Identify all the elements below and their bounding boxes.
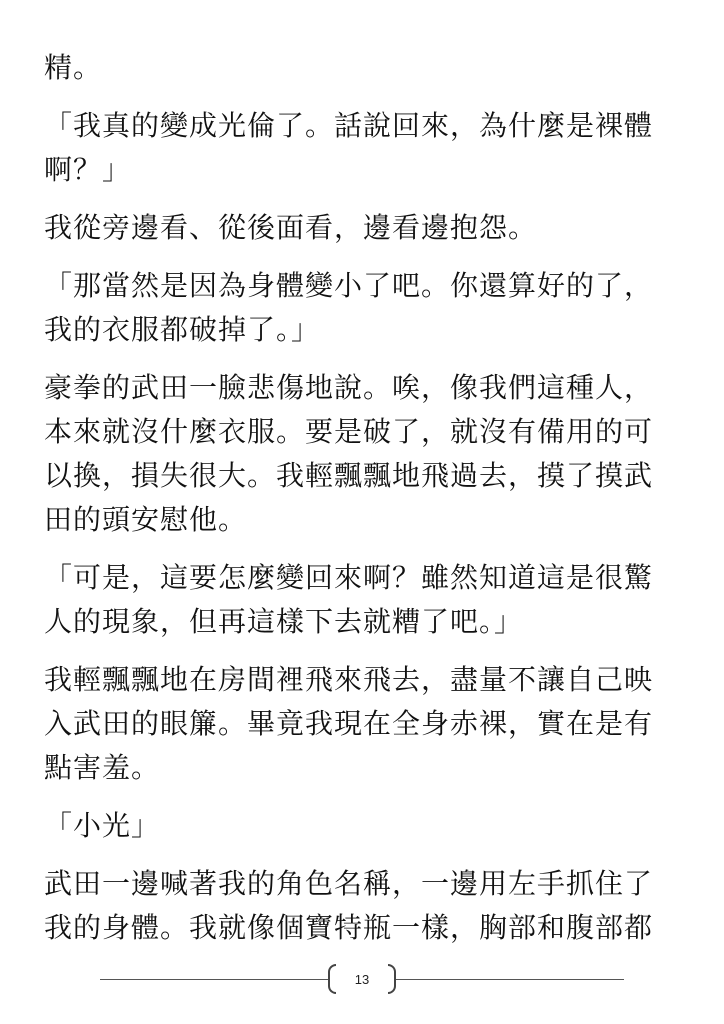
paragraph — [44, 366, 684, 542]
text-line: 「那當然是因為身體變小了吧。你還算好的了， — [44, 269, 654, 302]
text-line: 豪拳的武田一臉悲傷地說。唉，像我們這種人， — [44, 371, 654, 404]
paragraph — [44, 804, 684, 848]
text-line: 本來就沒什麼衣服。要是破了，就沒有備用的可 — [44, 415, 654, 448]
paragraph — [44, 264, 684, 352]
text-line: 入武田的眼簾。畢竟我現在全身赤裸，實在是有 — [44, 707, 654, 740]
text-line: 「可是，這要怎麼變回來啊？雖然知道這是很驚 — [44, 561, 654, 594]
text-line: 人的現象，但再這樣下去就糟了吧。」 — [44, 605, 524, 638]
page-footer — [0, 962, 724, 998]
page-number-bracket-right — [388, 964, 396, 994]
footer-rule-right — [396, 979, 624, 980]
text-line: 精。 — [44, 51, 103, 84]
text-line: 我輕飄飄地在房間裡飛來飛去，盡量不讓自己映 — [44, 663, 654, 696]
text-line: 「我真的變成光倫了。話說回來，為什麼是裸體 — [44, 109, 654, 142]
text-line: 武田一邊喊著我的角色名稱，一邊用左手抓住了 — [44, 867, 654, 900]
text-line: 啊？」 — [44, 153, 132, 186]
page-number: 13 — [354, 972, 370, 987]
paragraph — [44, 862, 684, 950]
text-line: 田的頭安慰他。 — [44, 503, 248, 536]
text-line: 以換，損失很大。我輕飄飄地飛過去，摸了摸武 — [44, 459, 654, 492]
paragraph — [44, 658, 684, 790]
paragraph — [44, 46, 684, 90]
page-body — [44, 46, 684, 964]
paragraph — [44, 556, 684, 644]
paragraph — [44, 206, 684, 250]
page-number-bracket-left — [328, 964, 336, 994]
text-line: 點害羞。 — [44, 751, 161, 784]
text-line: 「小光」 — [44, 809, 161, 842]
paragraph — [44, 104, 684, 192]
text-line: 我從旁邊看、從後面看，邊看邊抱怨。 — [44, 211, 538, 244]
text-line: 我的身體。我就像個寶特瓶一樣，胸部和腹部都 — [44, 911, 654, 944]
footer-rule-left — [100, 979, 328, 980]
text-line: 我的衣服都破掉了。」 — [44, 313, 321, 346]
